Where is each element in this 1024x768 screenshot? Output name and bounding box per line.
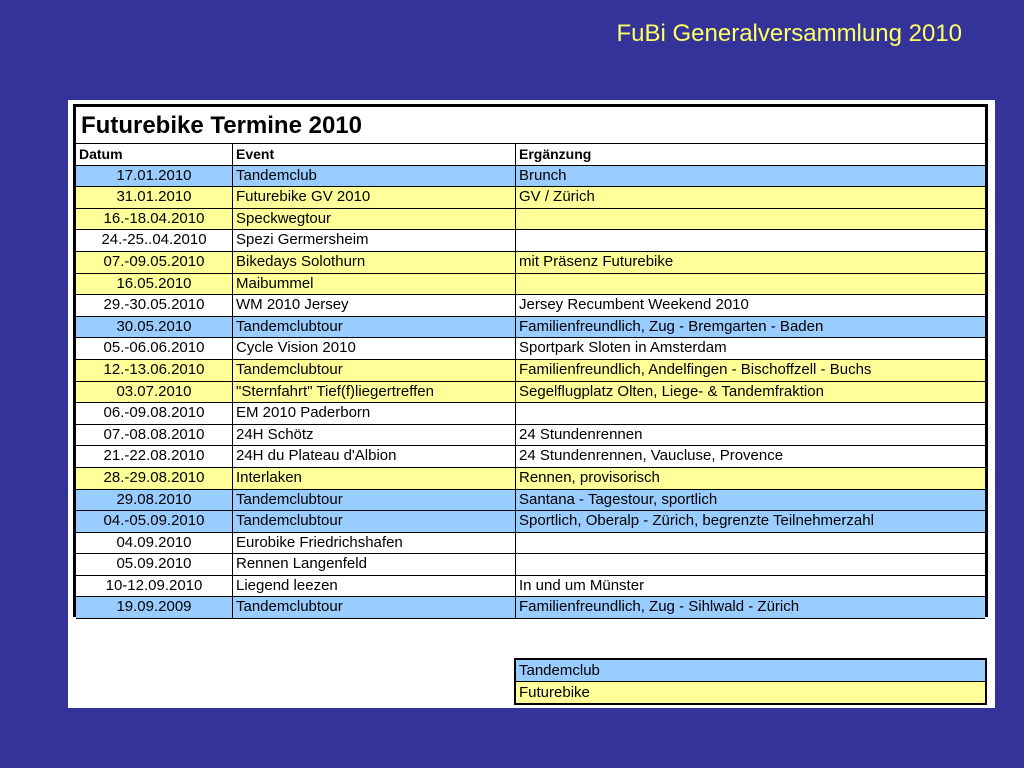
cell-extra: In und um Münster: [519, 576, 645, 594]
cell-event: EM 2010 Paderborn: [233, 403, 516, 424]
cell-extra: [516, 554, 985, 575]
cell-event: Eurobike Friedrichshafen: [233, 533, 516, 554]
table-row: [76, 317, 985, 339]
cell-date: 29.08.2010: [76, 490, 233, 511]
table-row: [76, 403, 985, 425]
cell-event: WM 2010 Jersey: [233, 295, 516, 316]
cell-event: Interlaken: [233, 468, 516, 489]
table-row: [76, 209, 985, 231]
cell-event: 24H du Plateau d'Albion: [233, 446, 516, 467]
cell-extra: Familienfreundlich, Zug - Bremgarten - Baden: [519, 317, 824, 335]
cell-date: 10-12.09.2010: [76, 576, 233, 597]
cell-event: Tandemclubtour: [233, 597, 516, 618]
table-row: [76, 252, 985, 274]
table-row: [76, 425, 985, 447]
cell-extra: GV / Zürich: [519, 188, 595, 206]
cell-event: Bikedays Solothurn: [233, 252, 516, 273]
cell-date: 07.-08.08.2010: [76, 425, 233, 446]
cell-extra: Familienfreundlich, Andelfingen - Bischoffzell - Buchs: [519, 360, 872, 378]
cell-date: 04.09.2010: [76, 533, 233, 554]
cell-date: 05.09.2010: [76, 554, 233, 575]
table-row: [76, 446, 985, 468]
cell-event: Tandemclubtour: [233, 360, 516, 381]
table-row: [76, 597, 985, 619]
cell-extra: Santana - Tagestour, sportlich: [519, 490, 718, 508]
table-row: [76, 554, 985, 576]
cell-event: 24H Schötz: [233, 425, 516, 446]
cell-extra: 24 Stundenrennen, Vaucluse, Provence: [519, 447, 784, 465]
cell-date: 30.05.2010: [76, 317, 233, 338]
cell-event: Liegend leezen: [233, 576, 516, 597]
cell-event: Rennen Langenfeld: [233, 554, 516, 575]
legend: [514, 658, 987, 705]
table-row: [76, 166, 985, 188]
cell-extra: [516, 533, 985, 554]
cell-date: 28.-29.08.2010: [76, 468, 233, 489]
cell-extra: Sportpark Sloten in Amsterdam: [519, 339, 727, 357]
cell-date: 31.01.2010: [76, 187, 233, 208]
table-row: [76, 468, 985, 490]
cell-extra: Segelflugplatz Olten, Liege- & Tandemfraktion: [519, 382, 824, 400]
events-table: [73, 104, 988, 617]
cell-event: Tandemclubtour: [233, 317, 516, 338]
cell-date: 03.07.2010: [76, 382, 233, 403]
cell-date: 24.-25..04.2010: [76, 230, 233, 251]
cell-extra: [516, 209, 985, 230]
table-row: [76, 295, 985, 317]
cell-extra: [516, 230, 985, 251]
table-row: [76, 360, 985, 382]
cell-date: 05.-06.06.2010: [76, 338, 233, 359]
cell-extra: Sportlich, Oberalp - Zürich, begrenzte Teilnehmerzahl: [519, 512, 874, 530]
table-row: [76, 187, 985, 209]
table-row: [76, 274, 985, 296]
cell-extra: [516, 403, 985, 424]
cell-event: Maibummel: [233, 274, 516, 295]
table-row: [76, 533, 985, 555]
cell-date: 16.05.2010: [76, 274, 233, 295]
cell-date: 12.-13.06.2010: [76, 360, 233, 381]
cell-extra: Jersey Recumbent Weekend 2010: [519, 296, 749, 314]
cell-event: Tandemclub: [233, 166, 516, 187]
cell-event: "Sternfahrt" Tief(f)liegertreffen: [233, 382, 516, 403]
cell-date: 29.-30.05.2010: [76, 295, 233, 316]
cell-event: Cycle Vision 2010: [233, 338, 516, 359]
cell-date: 17.01.2010: [76, 166, 233, 187]
table-title: Futurebike Termine 2010: [76, 107, 985, 144]
table-row: [76, 382, 985, 404]
table-header-row: [76, 144, 985, 166]
cell-date: 04.-05.09.2010: [76, 511, 233, 532]
table-row: [76, 230, 985, 252]
cell-event: Speckwegtour: [233, 209, 516, 230]
cell-event: Tandemclubtour: [233, 490, 516, 511]
cell-extra: [516, 274, 985, 295]
cell-date: 16.-18.04.2010: [76, 209, 233, 230]
cell-date: 19.09.2009: [76, 597, 233, 618]
table-row: [76, 490, 985, 512]
cell-event: Spezi Germersheim: [233, 230, 516, 251]
slide-title: FuBi Generalversammlung 2010: [616, 20, 962, 47]
table-row: [76, 338, 985, 360]
legend-item-futurebike: Futurebike: [516, 681, 985, 703]
cell-extra: 24 Stundenrennen: [519, 425, 643, 443]
cell-extra: mit Präsenz Futurebike: [519, 252, 674, 270]
header-event: Event: [233, 144, 516, 165]
header-extra: Ergänzung: [519, 146, 592, 162]
header-date: Datum: [76, 144, 233, 165]
cell-date: 07.-09.05.2010: [76, 252, 233, 273]
table-body: [76, 166, 985, 619]
cell-event: Tandemclubtour: [233, 511, 516, 532]
legend-item-tandem: Tandemclub: [516, 660, 985, 681]
cell-event: Futurebike GV 2010: [233, 187, 516, 208]
cell-date: 06.-09.08.2010: [76, 403, 233, 424]
cell-extra: Rennen, provisorisch: [519, 468, 660, 486]
cell-extra: Familienfreundlich, Zug - Sihlwald - Zürich: [519, 598, 800, 616]
table-row: [76, 576, 985, 598]
cell-extra: Brunch: [519, 166, 567, 184]
table-row: [76, 511, 985, 533]
cell-date: 21.-22.08.2010: [76, 446, 233, 467]
